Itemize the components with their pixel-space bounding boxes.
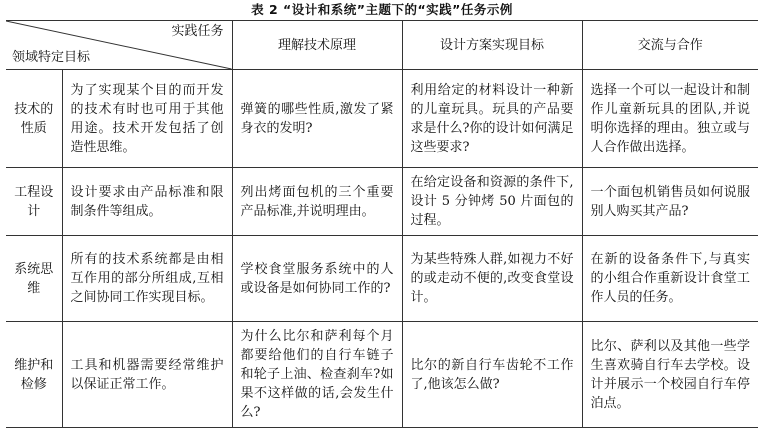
column-header-design: 设计方案实现目标 <box>402 21 582 70</box>
table-row <box>6 236 758 322</box>
column-header-communication: 交流与合作 <box>582 21 758 70</box>
corner-bottom-label: 领域特定目标 <box>12 50 91 65</box>
table-row <box>6 168 758 236</box>
task-cell: 比尔、萨利以及其他一些学生喜欢骑自行车去学校。设计并展示一个校园自行车停泊点。 <box>582 322 758 428</box>
table-row <box>6 322 758 428</box>
goal-cell: 工具和机器需要经常维护以保证正常工作。 <box>62 322 232 428</box>
row-label: 工程设计 <box>6 168 62 236</box>
task-cell: 在新的设备条件下,与真实的小组合作重新设计食堂工作人员的任务。 <box>582 236 758 322</box>
goal-cell: 所有的技术系统都是由相互作用的部分所组成,互相之间协同工作实现目标。 <box>62 236 232 322</box>
task-cell: 为某些特殊人群,如视力不好的或走动不便的,改变食堂设计。 <box>402 236 582 322</box>
task-table <box>6 20 758 428</box>
row-label: 系统思维 <box>6 236 62 322</box>
task-cell: 弹簧的哪些性质,激发了紧身衣的发明? <box>232 70 402 168</box>
task-cell: 一个面包机销售员如何说服别人购买其产品? <box>582 168 758 236</box>
task-cell: 为什么比尔和萨利每个月都要给他们的自行车链子和轮子上油、检查刹车?如果不这样做的话,会发生什么? <box>232 322 402 428</box>
table-caption: 表 2 “设计和系统”主题下的“实践”任务示例 <box>251 2 513 17</box>
goal-cell: 设计要求由产品标准和限制条件等组成。 <box>62 168 232 236</box>
corner-top-label: 实践任务 <box>171 24 224 39</box>
task-cell: 选择一个可以一起设计和制作儿童新玩具的团队,并说明你选择的理由。独立或与人合作做出选择。 <box>582 70 758 168</box>
task-cell: 利用给定的材料设计一种新的儿童玩具。玩具的产品要求是什么?你的设计如何满足这些要求? <box>402 70 582 168</box>
goal-cell: 为了实现某个目的而开发的技术有时也可用于其他用途。技术开发包括了创造性思维。 <box>62 70 232 168</box>
header-row <box>6 21 758 70</box>
task-cell: 比尔的新自行车齿轮不工作了,他该怎么做? <box>402 322 582 428</box>
row-label: 维护和检修 <box>6 322 62 428</box>
corner-header-cell <box>6 21 232 70</box>
task-cell: 学校食堂服务系统中的人或设备是如何协同工作的? <box>232 236 402 322</box>
column-header-principle: 理解技术原理 <box>232 21 402 70</box>
task-cell: 在给定设备和资源的条件下,设计 5 分钟烤 50 片面包的过程。 <box>402 168 582 236</box>
row-label: 技术的性质 <box>6 70 62 168</box>
table-row <box>6 70 758 168</box>
task-cell: 列出烤面包机的三个重要产品标准,并说明理由。 <box>232 168 402 236</box>
